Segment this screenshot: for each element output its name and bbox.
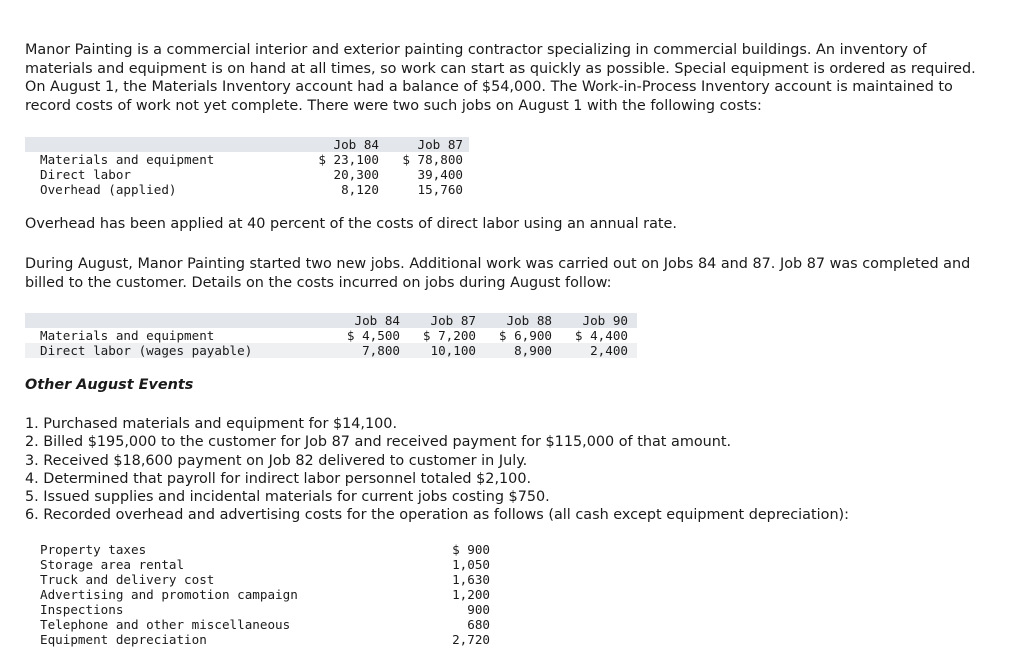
cell-value: 680 <box>467 617 490 632</box>
row-label: Direct labor (wages payable) <box>25 343 325 358</box>
cell-value: 15,760 <box>417 182 463 197</box>
row-label: Equipment depreciation <box>40 632 207 647</box>
table-row <box>25 328 637 343</box>
cell-value: $ 900 <box>452 542 490 557</box>
cell-value: 2,720 <box>452 632 490 647</box>
list-item: 2. Billed $195,000 to the customer for Job 87 and received payment for $115,000 of that amount. <box>25 434 732 451</box>
list-item: 3. Received $18,600 payment on Job 82 delivered to customer in July. <box>25 452 528 469</box>
cell-value: $ 78,800 <box>402 152 463 167</box>
cell-value: 7,800 <box>325 343 400 358</box>
column-header: Job 84 <box>295 137 379 152</box>
cell-value: 8,900 <box>476 343 552 358</box>
row-label: Telephone and other miscellaneous <box>40 617 291 632</box>
august-costs-table <box>25 313 637 358</box>
cell-value: $ 6,900 <box>498 328 552 343</box>
cell-value: $ 7,200 <box>422 328 476 343</box>
cell-value: $ 23,100 <box>318 152 379 167</box>
row-label: Property taxes <box>40 542 147 557</box>
list-item: 5. Issued supplies and incidental materials for current jobs costing $750. <box>25 489 550 506</box>
cell-value: 10,100 <box>400 343 476 358</box>
row-label: Materials and equipment <box>40 152 215 167</box>
column-header: Job 90 <box>552 313 637 328</box>
table-row <box>25 572 490 587</box>
cell-value: 1,630 <box>452 572 490 587</box>
cell-value: $ 4,500 <box>346 328 400 343</box>
cell-value: 2,400 <box>552 343 637 358</box>
events-list <box>25 415 849 525</box>
column-header: Job 87 <box>379 137 469 152</box>
table-header-row <box>25 137 469 152</box>
table-header-row <box>25 313 637 328</box>
table-row <box>25 182 469 197</box>
august-paragraph: During August, Manor Painting started two new jobs. Additional work was carried out on Jobs 84 and 87. Job 87 was completed and billed to the customer. Details on the costs incurred on jobs during August follow: <box>25 256 971 291</box>
table-row <box>25 632 490 647</box>
table-row <box>25 542 490 557</box>
row-label: Overhead (applied) <box>40 182 177 197</box>
cell-value: 900 <box>467 602 490 617</box>
cell-value: 8,120 <box>341 182 379 197</box>
row-label: Inspections <box>40 602 124 617</box>
intro-paragraph: Manor Painting is a commercial interior and exterior painting contractor specializing in commercial buildings. An inventory of materials and equipment is on hand at all times, so work can start as quickly as possible. Special equipment is ordered as required. On August 1, the Materials Inventory account had a balance of $54,000. The Work-in-Process Inventory account is maintained to record costs of work not yet complete. There were two such jobs on August 1 with the following costs: <box>25 42 976 114</box>
list-item: 4. Determined that payroll for indirect labor personnel totaled $2,100. <box>25 470 532 487</box>
overhead-costs-table <box>25 542 490 647</box>
cell-value: 39,400 <box>417 167 463 182</box>
column-header: Job 84 <box>325 313 400 328</box>
row-label: Truck and delivery cost <box>40 572 215 587</box>
table-row <box>25 617 490 632</box>
list-item: 1. Purchased materials and equipment for $14,100. <box>25 416 398 432</box>
table-row <box>25 152 469 167</box>
table-row <box>25 167 469 182</box>
table-row <box>25 343 637 358</box>
row-label: Materials and equipment <box>40 328 215 343</box>
column-header: Job 88 <box>476 313 552 328</box>
table-row <box>25 602 490 617</box>
row-label: Direct labor <box>40 167 131 182</box>
list-item: 6. Recorded overhead and advertising costs for the operation as follows (all cash except equipment depreciation): <box>25 507 850 524</box>
row-label: Advertising and promotion campaign <box>40 587 298 602</box>
events-heading: Other August Events <box>25 377 194 393</box>
overhead-note: Overhead has been applied at 40 percent of the costs of direct labor using an annual rate. <box>25 216 677 232</box>
cell-value: 1,200 <box>452 587 490 602</box>
row-label: Storage area rental <box>40 557 185 572</box>
table-row <box>25 587 490 602</box>
cell-value: 20,300 <box>333 167 379 182</box>
cell-value: 1,050 <box>452 557 490 572</box>
cell-value: $ 4,400 <box>574 328 628 343</box>
table-corner <box>25 137 295 152</box>
beginning-wip-table <box>25 137 469 197</box>
table-corner <box>25 313 325 328</box>
table-row <box>25 557 490 572</box>
column-header: Job 87 <box>400 313 476 328</box>
